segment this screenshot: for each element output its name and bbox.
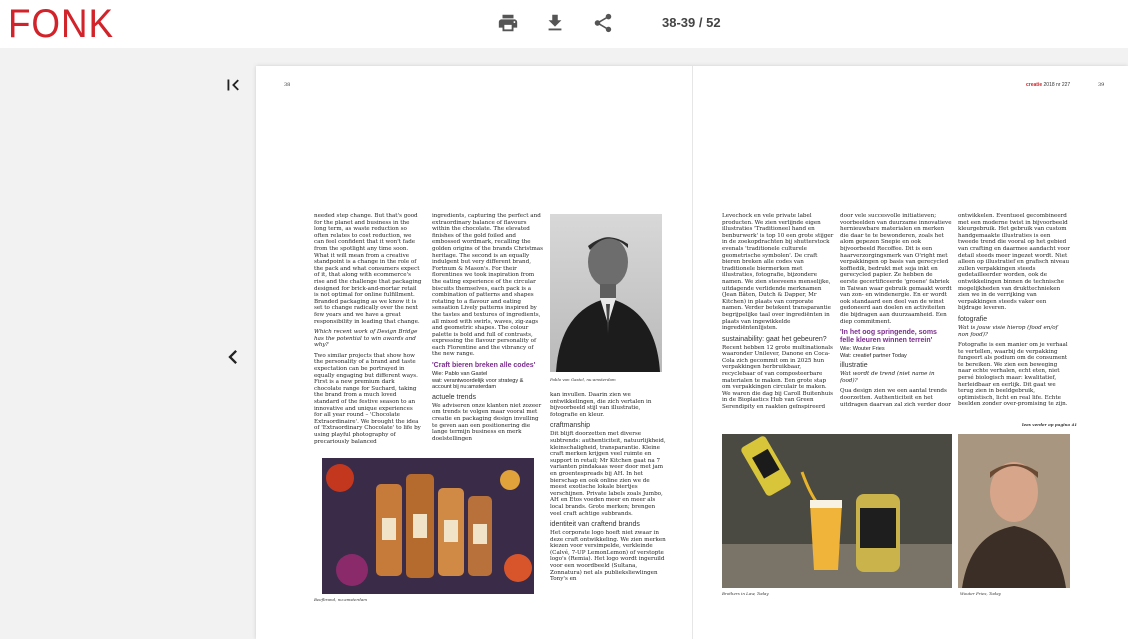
- paragraph: Qua design zien we een aantal trends doorzetten. Authenticiteit en het uitdragen daarvan zal zich verder door: [840, 388, 951, 408]
- interviewee-name: Wie: Pablo van Gastel: [432, 371, 488, 378]
- portrait-illustration: [958, 434, 1070, 588]
- photo-caption: Pablo van Gastel, nu:amsterdam: [550, 377, 616, 382]
- paragraph: Two similar projects that show how the personality of a brand and taste expectation can be portrayed in equally engaging but different ways. First is a new premium dark chocolate range for Suchard, taking the brand from a much loved standard of the festive season to an innovative and unique experiences for all year round – 'Chocolate Extraordinaire'. We brought the idea of 'Extraordinary Chocolate' to life by using playful photography of precariously balanced: [314, 352, 421, 445]
- interviewee-role: Wat: creatief partner Today: [840, 352, 907, 359]
- magazine-spread: [256, 66, 1128, 639]
- download-icon: [544, 12, 566, 34]
- right-column-3: [958, 213, 1070, 423]
- page-counter: 38-39 / 52: [662, 15, 721, 30]
- right-page-number: 39: [1098, 82, 1105, 88]
- printer-icon: [497, 12, 519, 34]
- first-page-icon: [222, 74, 244, 96]
- paragraph: Dit blijft doorzetten met diverse subtrends: authenticiteit, natuurlijkheid, kleinschaligheid, transparantie. Kleine craft merken krijgen veel ruimte en support in retail; Mr Kitchen gaat na 7 varianten pindakaas weer door met jam en groentespreads bij AH. In het bierschap en ook online zien we de meest exotische lokale biertjes verschijnen. Private labels zoals Jumbo, AH en Etos voeden meer en meer als local brands. Grote merken; brengen veel craft achtige subbrands.: [550, 431, 666, 517]
- subheading: illustratie: [840, 362, 868, 370]
- left-column-3: [550, 392, 666, 592]
- portrait-photo-pablo: [550, 214, 662, 372]
- paragraph: kan invullen. Daarin zien we ontwikkelingen, die zich vertalen in bijvoorbeeld stijl van illustratie, fotografie en kleur.: [550, 392, 652, 418]
- paragraph: needed step change. But that's good for the planet and business in the long term, as waste reduction so often relates to cost reduction, we can feel confident that it won't fade from the spotlight any time soon. What it will mean from a creative standpoint is a change in the role of the pack and what consumers expect of it, that along with ecommerce's rise and the challenge that packaging designed for brick-and-mortar retail is not optimal for online fulfillment. Branded packaging as we know it is set to change radically over the next few years and we have a great responsibility in leading that change.: [314, 213, 422, 325]
- paragraph: ingredients, capturing the perfect and extraordinary balance of flavours within the chocolate. The elevated finishes of the gold foiled and embossed wordmark, recalling the golden origins of the brands Christmas heritage. The second is an equally indulgent but very different brand, Fortnum & Mason's. For their florentines we took inspiration from the eating experience of the circular biscuits themselves, each pack is a combination of patterns and shapes rotating to a flavour and eating sensation Lively patterns inspired by the tastes and textures of ingredients, all mixed with swirls, waves, zig-zags and geometric shapes. The colour palette is bold and full of contrasts, expressing the flavour personality of each Florentine and the vibrancy of the new range.: [432, 213, 544, 358]
- header-year: 2018: [1043, 82, 1055, 88]
- continued-note: lees verder op pagina 41: [1022, 422, 1078, 427]
- interviewee-role: wat: verantwoordelijk voor strategy & account bij nu:amsterdam: [432, 377, 524, 391]
- product-photo-beefbrand: [322, 458, 534, 594]
- portrait-photo-wouter: [958, 434, 1070, 588]
- right-column-1: [722, 213, 834, 428]
- beer-illustration: [722, 434, 952, 588]
- previous-page-button[interactable]: [218, 340, 248, 374]
- first-page-button[interactable]: [220, 72, 246, 98]
- left-page-number: 38: [284, 82, 291, 88]
- product-illustration: [322, 458, 534, 594]
- header-issue: nr 227: [1056, 82, 1071, 88]
- fonk-logo[interactable]: FONK: [8, 2, 114, 46]
- paragraph: Fotografie is een manier om je verhaal te vertellen, waarbij de verpakking fungeert als podium om de consument te bereiken. We zien een beweging naar echte verhalen, echt eten, niet persé biologisch maar: kwalitatief, herleidbaar en eerlijk. Dit gaat we terug zien in beeldgebruik, optimistisch, licht en real life. Echte beelden zonder over-promising te zijn.: [958, 342, 1068, 408]
- photo-caption: Beefbrand, nu:amsterdam: [314, 597, 368, 602]
- left-column-2: [432, 213, 544, 453]
- left-column-1: [314, 213, 422, 451]
- right-column-2: [840, 213, 952, 428]
- portrait-illustration: [550, 214, 662, 372]
- photo-caption: Brothers in Law, Today: [722, 591, 769, 596]
- subheading: sustainability: gaat het gebeuren?: [722, 335, 827, 343]
- interviewee-name: Wie: Wouter Fries: [840, 346, 885, 353]
- share-icon: [592, 12, 614, 34]
- interview-question: Which recent work of Design Bridge has the potential to win awards and why?: [314, 329, 418, 349]
- chevron-left-icon: [219, 341, 247, 373]
- paragraph: ontwikkelen. Eventueel gecombineerd met een moderne twist in bijvoorbeeld kleurgebruik. Het gebruik van custom handgemaakte illustraties is een tweede trend die vooral op het gebied van crafting en daarmee aandacht voor detail steeds meer ingezet wordt. Niet alleen op illustratief en grafisch niveau zullen verpakkingen steeds gedetailleerder worden, ook de ontwikkelingen binnen de technische mogelijkheden van drukttechnieken zien we in de verrijking van verpakkingen steeds vaker een bijdrage leveren.: [958, 213, 1070, 312]
- article-heading: 'Craft bieren breken alle codes': [432, 362, 536, 370]
- subheading: actuele trends: [432, 393, 476, 401]
- right-page-header: [1026, 82, 1070, 88]
- paragraph: door vele succesvolle initiatieven; voorbeelden van duurzame innovatieve hernieuwbare materialen en merken die daar te te bewonderen, zoals het alom gepezen Snepie en ook bijvoorbeeld Recoffee. Dit is een haarverzorgingsmerk van O'right met verpakkingen op basis van gerecycled koffiedik, bedrukt met soja inkt en gerecycled papier. Ze hebben de eerste gecertificeerde 'groene' fabriek in Taiwan waar gebruik gemaakt wordt van zon- en windenergie. En er wordt ook standaard een deel van de winst gedoneerd aan doelen en activiteiten die bijdragen aan duurzaamheid. Een diep commitment.: [840, 213, 952, 325]
- header-brand: creatie: [1026, 82, 1043, 88]
- top-bar: [0, 0, 1128, 48]
- interview-question: Wat is jouw visie hierop (food en/of non food)?: [958, 324, 1058, 338]
- subheading: identiteit van craftend brands: [550, 521, 640, 529]
- subheading: fotografie: [958, 315, 988, 323]
- photo-caption: Wouter Fries, Today: [960, 591, 1001, 596]
- download-button[interactable]: [542, 10, 568, 36]
- interview-question: Wat wordt de trend (niet name in food)?: [840, 371, 935, 384]
- beer-photo: [722, 434, 952, 588]
- paragraph: We adviseren onze klanten niet zozeer om trends te volgen maar vooral met creatie en packaging design invulling te geven aan een positionering die lange termijn business en merk doelstellingen: [432, 402, 542, 442]
- paragraph: Recent hebben 12 grote multinationals waaronder Unilever, Danone en Coca-Cola zich gecommit om in 2025 hun verpakkingen herbruikbaar, recyclebaar of van composteerbare materialen te maken. Een grote stap om verpakkingen circulair te maken. We waren die dag bij Caroll Buitenhuis in de Bioplastics Hub van Green Serendipity en raakten geïnspireerd: [722, 344, 834, 411]
- paragraph: Levechock en vele private label producten. We zien verlijnde eigen illustraties 'Traditioneel hand en benburwerk' is top 10 een grote stijger in de zoekopdrachten bij shutterstock evenals 'traditionele culturele geometrische symbolen'. De craft bieren breken alle codes van traditionele biermerken met illustraties, fotografie, bijzondere namen. We zien steeveens menselijke, uitdagende verlidende merknamen (Jean Bâten, Dutch & Dapper, Mr Kitchen) in plaats van corporate namen. Verder betekent transparantie begrijpelijke taal over ingrediënten in plaats van ingewikkelde ingrediëntenlijsten.: [722, 213, 834, 332]
- paragraph: Het corporate logo hoeft niet zwaar in deze craft ontwikkeling. We zien merken kiezen voor versimpelde, verkleinde (Calvé, 7-UP LemonLemon) of verstopte logo's (Remia). Het logo wordt ingeruild voor een woordbeeld (Sultana, Zonnatura) net als publieksliewlingen Tony's en: [550, 530, 666, 583]
- print-button[interactable]: [495, 10, 521, 36]
- subheading: craftmanship: [550, 422, 591, 430]
- article-heading: 'In het oog springende, soms felle kleuren winnen terrein': [840, 329, 937, 345]
- spread-gutter: [692, 66, 693, 639]
- share-button[interactable]: [590, 10, 616, 36]
